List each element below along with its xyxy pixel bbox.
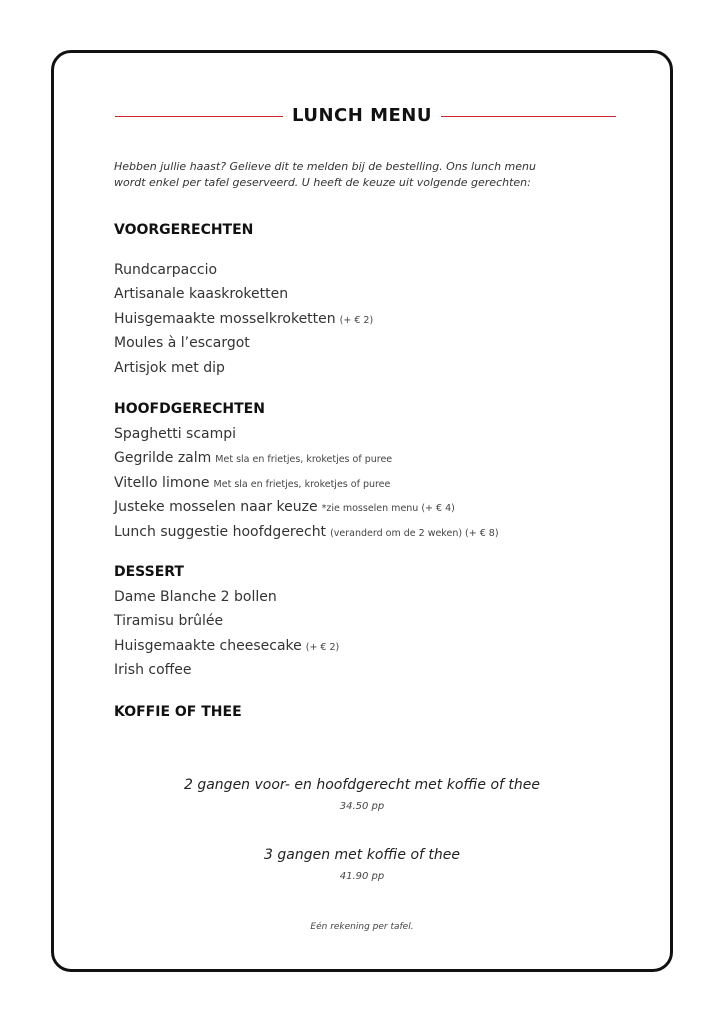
section-heading: HOOFDGERECHTEN bbox=[114, 401, 265, 417]
section-heading: DESSERT bbox=[114, 564, 184, 580]
offer-3-courses: 3 gangen met koffie of thee bbox=[264, 847, 460, 863]
menu-item bbox=[114, 333, 250, 353]
menu-item-note: (+ € 2) bbox=[339, 314, 374, 326]
menu-item bbox=[114, 497, 455, 519]
menu-item bbox=[114, 587, 277, 607]
menu-item-note: Met sla en frietjes, kroketjes of puree bbox=[215, 454, 393, 466]
menu-item bbox=[114, 660, 192, 680]
menu-item bbox=[114, 522, 499, 544]
menu-item-name: Lunch suggestie hoofdgerecht bbox=[114, 523, 327, 540]
menu-item bbox=[114, 611, 223, 631]
menu-item bbox=[114, 636, 339, 658]
menu-item bbox=[114, 260, 217, 280]
menu-item bbox=[114, 473, 390, 495]
menu-item-name: Rundcarpaccio bbox=[114, 262, 218, 278]
menu-item bbox=[114, 424, 236, 444]
intro-line-2: wordt enkel per tafel geserveerd. U heeft de keuze uit volgende gerechten: bbox=[114, 176, 531, 189]
section-heading: VOORGERECHTEN bbox=[114, 222, 254, 238]
offer-3-courses-price: 41.90 pp bbox=[339, 871, 385, 882]
menu-item-name: Irish coffee bbox=[114, 662, 192, 679]
offer-2-courses: 2 gangen voor- en hoofdgerecht met koffie of thee bbox=[183, 777, 540, 793]
menu-item-name: Spaghetti scampi bbox=[114, 426, 237, 442]
menu-item-name: Dame Blanche 2 bollen bbox=[114, 589, 277, 605]
menu-item bbox=[114, 284, 288, 304]
menu-item-name: Artisjok met dip bbox=[114, 359, 225, 376]
intro-line-1: Hebben jullie haast? Gelieve dit te melden bij de bestelling. Ons lunch menu bbox=[114, 160, 536, 173]
menu-item bbox=[114, 309, 373, 331]
menu-item-name: Moules à l’escargot bbox=[114, 335, 250, 352]
menu-item-name: Vitello limone bbox=[114, 474, 210, 491]
menu-item-note: *zie mosselen menu (+ € 4) bbox=[321, 503, 455, 515]
menu-item-note: (+ € 2) bbox=[305, 641, 340, 653]
footer-note: Eén rekening per tafel. bbox=[310, 922, 414, 932]
menu-item-name: Tiramisu brûlée bbox=[114, 613, 224, 630]
menu-item bbox=[114, 448, 392, 470]
menu-item-note: Met sla en frietjes, kroketjes of puree bbox=[213, 478, 391, 490]
menu-item-name: Huisgemaakte cheesecake bbox=[114, 637, 302, 654]
menu-item-name: Justeke mosselen naar keuze bbox=[114, 499, 318, 516]
menu-item bbox=[114, 358, 225, 378]
menu-item-name: Gegrilde zalm bbox=[114, 450, 212, 467]
section-heading: KOFFIE OF THEE bbox=[114, 704, 242, 720]
menu-item-note: (veranderd om de 2 weken) (+ € 8) bbox=[330, 527, 499, 539]
menu-item-name: Artisanale kaaskroketten bbox=[114, 286, 289, 303]
menu-item-name: Huisgemaakte mosselkroketten bbox=[114, 310, 336, 327]
offer-2-courses-price: 34.50 pp bbox=[339, 801, 385, 812]
page-title: LUNCH MENU bbox=[292, 105, 432, 126]
